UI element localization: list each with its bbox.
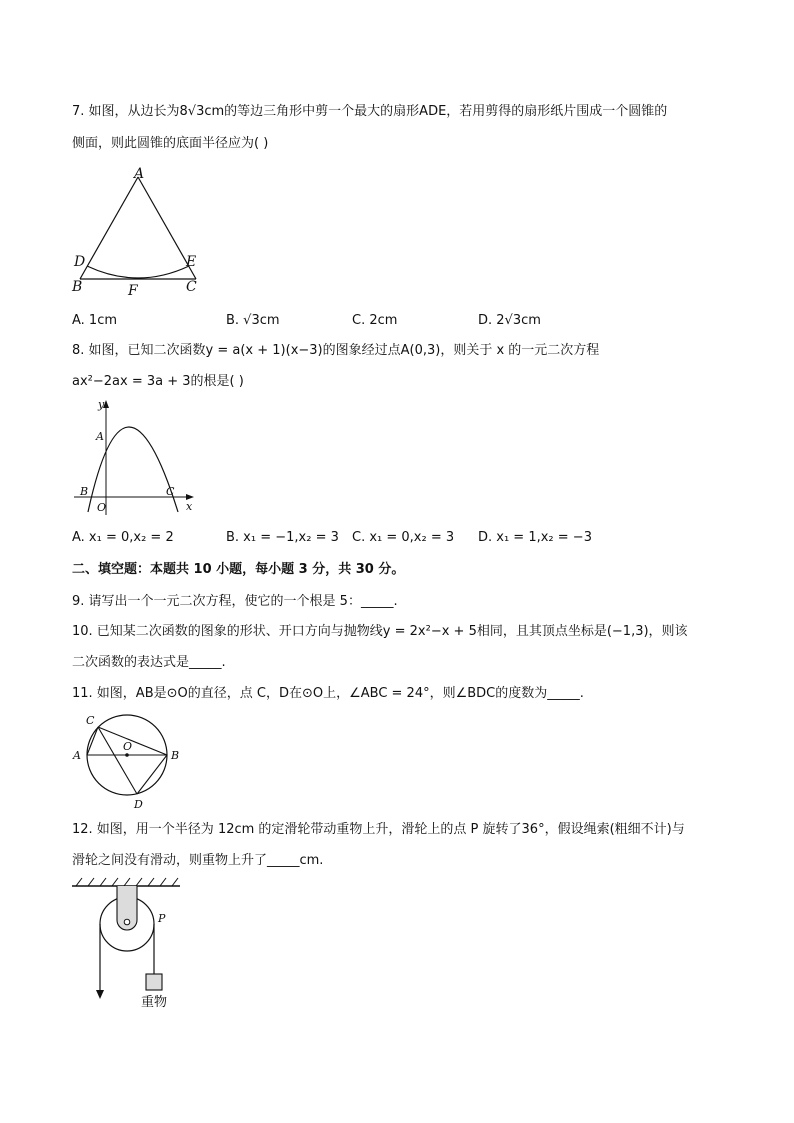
q8-parabola-figure: [70, 397, 200, 517]
down-arrow: [96, 990, 104, 999]
label-o: O: [97, 501, 107, 514]
pulley-axle: [124, 919, 130, 925]
ceiling-hatch: [76, 878, 178, 886]
weight-label: 重物: [141, 995, 168, 1010]
sector-arc-def: [87, 266, 189, 278]
triangle-side-ab: [80, 177, 138, 279]
section-2-heading: 二、填空题：本题共 10 小题，每小题 3 分，共 30 分。: [72, 562, 405, 577]
q8-option-c: C. x₁ = 0,x₂ = 3: [352, 530, 455, 545]
q8-option-a: A. x₁ = 0,x₂ = 2: [72, 530, 174, 545]
chord-cb: [98, 727, 167, 755]
q8-option-d: D. x₁ = 1,x₂ = −3: [478, 530, 592, 545]
q7-option-a: A. 1cm: [72, 313, 118, 328]
q8-option-b: B. x₁ = −1,x₂ = 3: [226, 530, 339, 545]
q9-line: 9. 请写出一个一元二次方程，使它的一个根是 5：_____.: [72, 594, 398, 609]
label-a: A: [134, 166, 145, 182]
q10-line1: 10. 已知某二次函数的图象的形状、开口方向与抛物线y = 2x²−x + 5相同，且其顶点坐标是(−1,3)，则该: [72, 624, 688, 639]
label-e: E: [186, 254, 197, 270]
q11-line1: 11. 如图，AB是⊙O的直径，点 C，D在⊙O上，∠ABC = 24°，则∠BDC的度数为_____.: [72, 686, 584, 701]
label-d: D: [134, 798, 143, 811]
q12-pulley-figure: [70, 878, 200, 1013]
label-c: C: [86, 714, 95, 727]
q8-line2: ax²−2ax = 3a + 3的根是( ): [72, 374, 244, 389]
label-y: y: [98, 398, 105, 411]
label-c: C: [166, 485, 175, 498]
q7-option-b: B. √3cm: [226, 313, 280, 328]
q7-option-d: D. 2√3cm: [478, 313, 541, 328]
q8-line1: 8. 如图，已知二次函数y = a(x + 1)(x−3)的图象经过点A(0,3)，则关于 x 的一元二次方程: [72, 343, 600, 358]
q7-line1: 7. 如图，从边长为8√3cm的等边三角形中剪一个最大的扇形ADE，若用剪得的扇形纸片围成一个圆锥的: [72, 104, 668, 119]
label-d: D: [74, 254, 86, 270]
label-a: A: [73, 749, 81, 762]
weight-box: [146, 974, 162, 990]
q11-circle-figure: [70, 710, 190, 810]
label-b: B: [171, 749, 180, 762]
q7-triangle-figure: [70, 165, 210, 300]
q12-line2: 滑轮之间没有滑动，则重物上升了_____cm.: [72, 853, 324, 868]
chord-cd: [98, 727, 137, 794]
q7-option-c: C. 2cm: [352, 313, 398, 328]
label-x: x: [186, 500, 193, 513]
q12-line1: 12. 如图，用一个半径为 12cm 的定滑轮带动重物上升，滑轮上的点 P 旋转了36°，假设绳索(粗细不计)与: [72, 822, 685, 837]
label-a: A: [96, 430, 104, 443]
label-c: C: [186, 279, 197, 295]
label-f: F: [128, 283, 138, 299]
label-p: P: [158, 912, 166, 925]
q10-line2: 二次函数的表达式是_____.: [72, 655, 226, 670]
chord-ca: [87, 727, 98, 755]
center-point: [125, 753, 129, 757]
label-b: B: [80, 485, 89, 498]
label-o: O: [123, 740, 133, 753]
label-b: B: [72, 279, 83, 295]
q7-line2: 侧面，则此圆锥的底面半径应为( ): [72, 136, 269, 151]
